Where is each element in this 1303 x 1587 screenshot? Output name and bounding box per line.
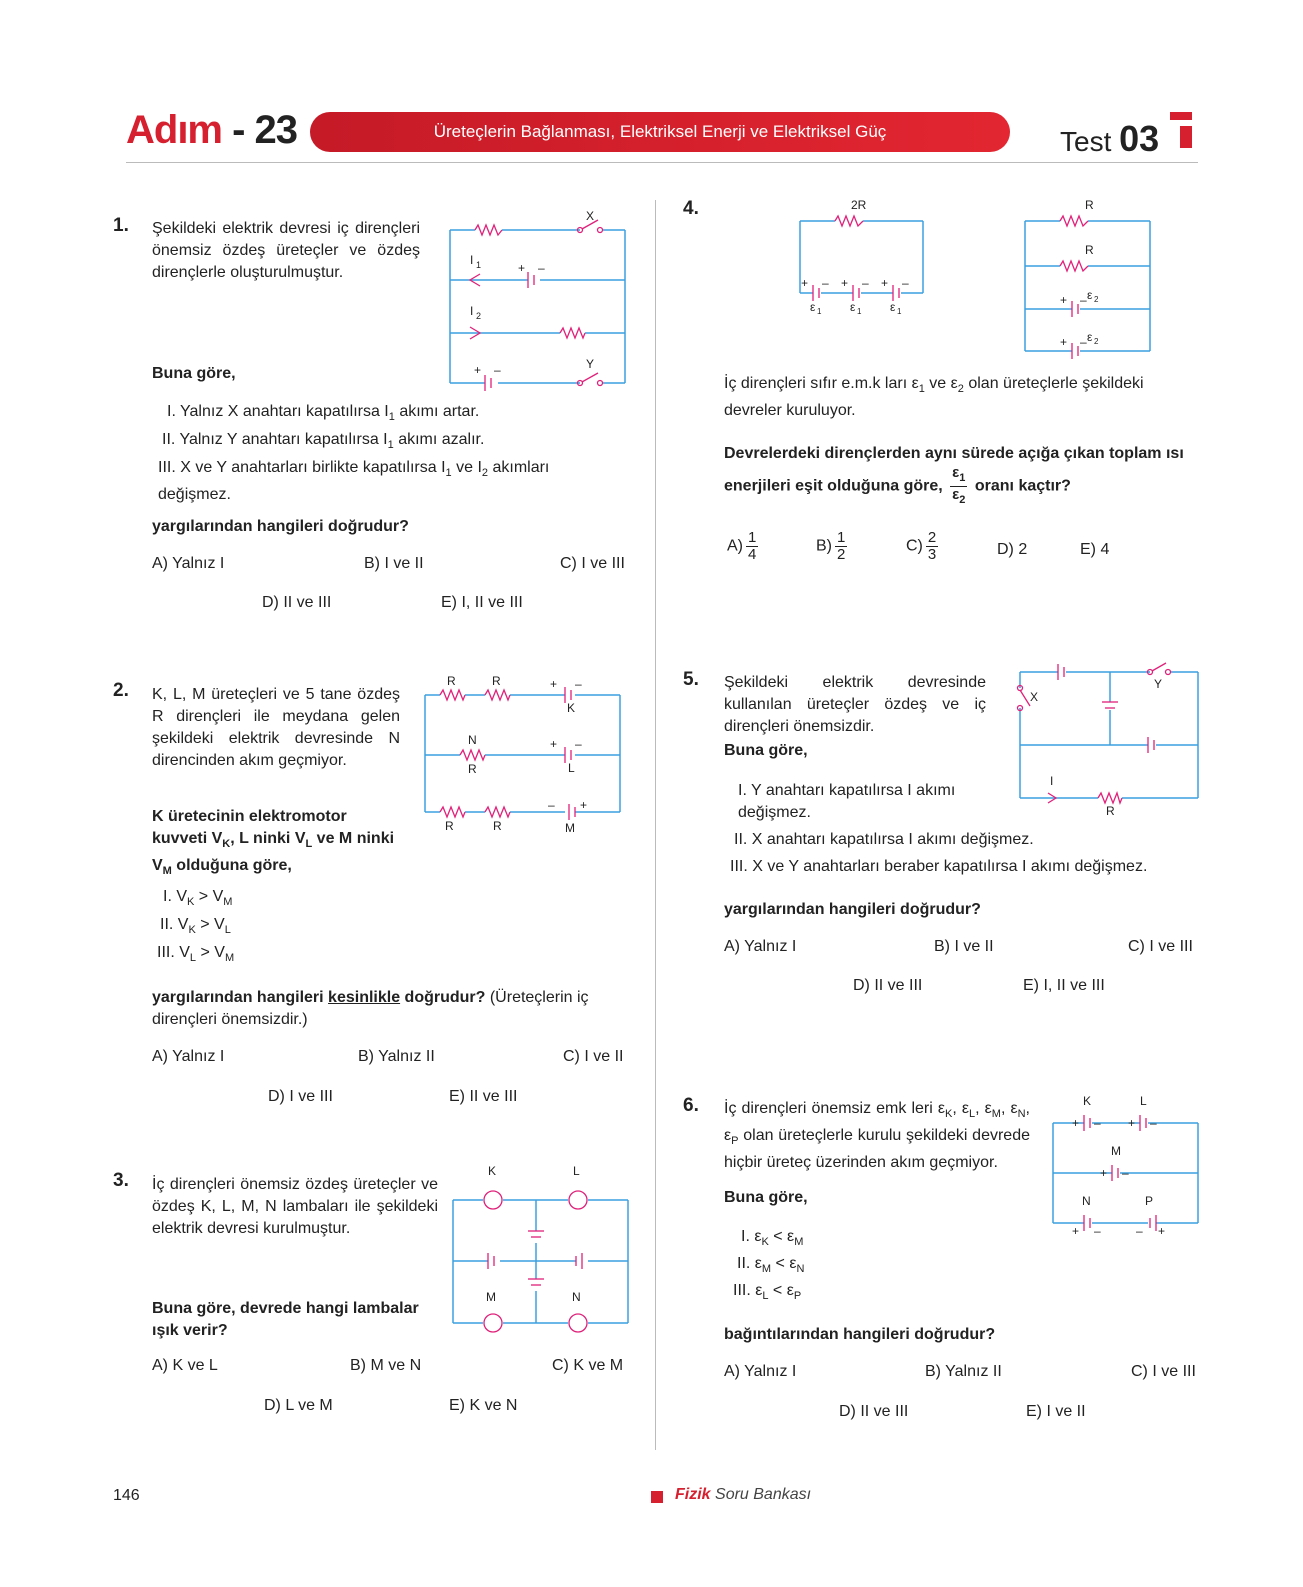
topic-title: Üreteçlerin Bağlanması, Elektriksel Enerji ve Elektriksel Güç [433, 122, 887, 141]
q4-e1-sub-2: 1 [857, 307, 862, 316]
q5-y-label: Y [1154, 677, 1163, 691]
q1-i2-label: I [470, 304, 474, 318]
q1-i2-sub: 2 [476, 311, 482, 321]
q4-2r-label: 2R [851, 198, 867, 212]
q1-stem: Şekildeki elektrik devresi iç dirençleri önemsiz özdeş üreteçler ve özdeş dirençlerle oluşturulmuştur. [152, 220, 420, 281]
q4-e1-sub-3: 1 [897, 307, 902, 316]
q4-r-plus-2: + [1060, 335, 1068, 349]
brand-mark-stem [1180, 126, 1192, 148]
column-divider [655, 200, 656, 1450]
footer-mark [651, 1491, 663, 1503]
q2-item-2: II. $V_K > V_L$ [160, 916, 231, 937]
q1-cell-plus: + [518, 261, 526, 275]
q5-item-3: III. X ve Y anahtarları beraber kapatılırsa I akımı değişmez. [730, 858, 1148, 875]
q2-ask: yargılarından hangileri kesinlikle doğrudur? (Üreteçlerin iç dirençleri önemsizdir.) [152, 989, 589, 1028]
step-logo: Adım - 23 [126, 108, 298, 152]
q6-p-label: P [1145, 1194, 1154, 1208]
q3-circuit-diagram [448, 1163, 633, 1338]
q4-ratio: $\frac{\varepsilon_1}{\varepsilon_2}$ [952, 464, 966, 506]
q5-choice-c[interactable]: C) I ve III [1128, 938, 1193, 955]
q6-n-label: N [1082, 1194, 1091, 1208]
q5-i-label: I [1050, 774, 1054, 788]
q5-lead: Buna göre, [724, 742, 808, 759]
footer-book: Soru Bankası [715, 1486, 812, 1503]
q1-item-3: III. X ve Y anahtarları birlikte kapatılırsa $I_1$ ve $I_2$ akımları değişmez. [158, 459, 550, 504]
q1-ask: yargılarından hangileri doğrudur? [152, 518, 409, 535]
q2-choice-a[interactable]: A) Yalnız I [152, 1048, 225, 1065]
q6-m-minus: – [1122, 1166, 1129, 1180]
q1-cell2-plus: + [474, 363, 482, 377]
q6-choice-b[interactable]: B) Yalnız II [925, 1363, 1002, 1380]
brand-mark [1170, 112, 1192, 120]
q4-r-label-2: R [1085, 243, 1094, 257]
q2-l-plus: + [550, 737, 558, 751]
q6-m-plus: + [1100, 1166, 1108, 1180]
q5-x-label: X [1030, 690, 1039, 704]
q2-m-minus: – [548, 798, 555, 812]
q3-choice-e[interactable]: E) K ve N [449, 1397, 518, 1414]
q6-n-minus: – [1094, 1224, 1101, 1238]
q1-choice-c[interactable]: C) I ve III [560, 555, 625, 572]
q1-switch-y-label: Y [586, 357, 595, 371]
q2-k-label: K [567, 701, 576, 715]
q1-item-1: I. Yalnız X anahtarı kapatılırsa $I_1$ akımı artar. [167, 403, 480, 424]
q2-circuit-diagram [420, 675, 635, 835]
q2-choice-e[interactable]: E) II ve III [449, 1088, 518, 1105]
q2-l-minus: – [575, 737, 582, 751]
q1-number: 1. [113, 215, 129, 236]
q2-choice-b[interactable]: B) Yalnız II [358, 1048, 435, 1065]
q6-p-plus: + [1158, 1224, 1166, 1238]
q2-lead: K üretecinin elektromotor kuvveti $V_K$, L ninki $V_L$ ve M ninki $V_M$ olduğuna göre, [152, 808, 395, 878]
q2-r-label-3: R [445, 819, 454, 833]
q6-l-label: L [1140, 1094, 1147, 1108]
q2-r-label-2: R [492, 674, 501, 688]
q1-i1-sub: 1 [476, 260, 482, 270]
q2-r-label-1: R [447, 674, 456, 688]
q2-l-label: L [568, 761, 575, 775]
q1-i1-label: I [470, 253, 474, 267]
q4-l-minus-2: – [862, 276, 869, 290]
q4-e2-sub-2: 2 [1094, 337, 1099, 346]
q4-e1-label-1: ε [810, 300, 816, 314]
q1-cell2-minus: – [494, 363, 501, 377]
q2-k-minus: – [575, 677, 582, 691]
q6-number: 6. [683, 1095, 699, 1116]
q4-r-label-1: R [1085, 198, 1094, 212]
q3-m-label: M [486, 1290, 496, 1304]
q5-circuit-diagram [1010, 660, 1205, 818]
test-word: Test [1060, 126, 1112, 157]
q5-choice-b[interactable]: B) I ve II [934, 938, 994, 955]
q6-m-label: M [1111, 1144, 1121, 1158]
q6-choice-d[interactable]: D) II ve III [839, 1403, 909, 1420]
q4-choice-b[interactable]: B) $\frac{1}{2}$ [816, 529, 846, 563]
q2-m-plus: + [580, 798, 588, 812]
q6-item-2: II. $\varepsilon_M < \varepsilon_N$ [737, 1255, 805, 1276]
q1-choice-d[interactable]: D) II ve III [262, 594, 332, 611]
q4-r-plus-1: + [1060, 293, 1068, 307]
q4-choice-d[interactable]: D) 2 [997, 541, 1028, 558]
q4-circuit-left [795, 196, 930, 316]
q6-choice-c[interactable]: C) I ve III [1131, 1363, 1196, 1380]
q1-choice-e[interactable]: E) I, II ve III [441, 594, 523, 611]
q5-item-2: II. X anahtarı kapatılırsa I akımı değişmez. [734, 831, 1034, 848]
q6-circuit-diagram [1048, 1093, 1203, 1238]
q4-number: 4. [683, 198, 699, 219]
q4-r-minus-1: – [1080, 293, 1087, 307]
q2-n-label: N [468, 733, 477, 747]
q4-choice-e[interactable]: E) 4 [1080, 541, 1110, 558]
q4-choice-a[interactable]: A) $\frac{1}{4}$ [727, 529, 757, 563]
step-number: - 23 [232, 108, 298, 152]
q2-choice-d[interactable]: D) I ve III [268, 1088, 333, 1105]
q6-choice-a[interactable]: A) Yalnız I [724, 1363, 797, 1380]
q1-lead: Buna göre, [152, 365, 236, 382]
q5-number: 5. [683, 669, 699, 690]
q5-stem: Şekildeki elektrik devresinde kullanılan üreteçler özdeş ve iç dirençleri önemsizdir. [724, 674, 986, 735]
q6-item-1: I. $\varepsilon_K < \varepsilon_M$ [741, 1228, 804, 1249]
q6-k-label: K [1083, 1094, 1092, 1108]
q1-item-2: II. Yalnız Y anahtarı kapatılırsa $I_1$ akımı azalır. [162, 431, 485, 452]
test-number: 03 [1119, 118, 1160, 159]
footer-brand: Fizik [675, 1486, 711, 1503]
q5-choice-e[interactable]: E) I, II ve III [1023, 977, 1105, 994]
q2-item-1: I. $V_K > V_M$ [163, 888, 233, 909]
q1-switch-x-label: X [586, 209, 595, 223]
q2-r-label-4: R [493, 819, 502, 833]
topic-banner [310, 112, 1010, 152]
q3-number: 3. [113, 1170, 129, 1191]
q2-k-plus: + [550, 677, 558, 691]
q1-choice-b[interactable]: B) I ve II [364, 555, 424, 572]
q1-cell-minus: – [538, 261, 545, 275]
q2-item-3: III. $V_L > V_M$ [157, 944, 235, 965]
q1-circuit-diagram [440, 208, 635, 393]
page-number: 146 [113, 1487, 140, 1504]
q2-r-label-n: R [468, 762, 477, 776]
q3-n-label: N [572, 1290, 581, 1304]
q3-stem: İç dirençleri önemsiz özdeş üreteçler ve özdeş K, L, M, N lambaları ile şekildeki elektrik devresi kurulmuştur. [152, 1176, 438, 1237]
q4-l-plus-3: + [881, 276, 889, 290]
q6-item-3: III. $\varepsilon_L < \varepsilon_P$ [733, 1282, 802, 1303]
q5-ask: yargılarından hangileri doğrudur? [724, 901, 981, 918]
footer-title [675, 1486, 811, 1504]
q6-choice-e[interactable]: E) I ve II [1026, 1403, 1086, 1420]
q4-l-plus-1: + [801, 276, 809, 290]
q6-k-plus: + [1072, 1116, 1080, 1130]
q6-ask: bağıntılarından hangileri doğrudur? [724, 1326, 996, 1343]
q3-choice-c[interactable]: C) K ve M [552, 1357, 624, 1374]
test-label [1060, 118, 1159, 160]
q4-l-minus-1: – [822, 276, 829, 290]
q6-n-plus: + [1072, 1224, 1080, 1238]
q3-choice-d[interactable]: D) L ve M [264, 1397, 333, 1414]
q4-e1-sub-1: 1 [817, 307, 822, 316]
q6-l-minus: – [1150, 1116, 1157, 1130]
q2-number: 2. [113, 680, 129, 701]
q4-e2-sub-1: 2 [1094, 295, 1099, 304]
q5-item-1: I. Y anahtarı kapatılırsa I akımı değişmez. [738, 782, 956, 821]
q4-ask: Devrelerdeki dirençlerden aynı sürede açığa çıkan toplam ısı enerjileri eşit olduğuna göre, $\frac{\varepsilon_1}{\varepsilon_2}$ oranı kaçtır? [724, 445, 1184, 506]
q4-e2-label-1: ε [1087, 288, 1093, 302]
q5-choice-a[interactable]: A) Yalnız I [724, 938, 797, 955]
q3-ask: Buna göre, devrede hangi lambalar ışık verir? [152, 1300, 419, 1339]
q4-choice-c[interactable]: C) $\frac{2}{3}$ [906, 529, 937, 563]
q6-stem: İç dirençleri önemsiz emk leri $\varepsilon_K$, $\varepsilon_L$, $\varepsilon_M$, $\varepsilon_N$, $\varepsilon_P$ olan üreteçlerle kurulu şekildeki devrede hiçbir üreteç üzerinden akım geçmiyor. [724, 1100, 1030, 1172]
q3-k-label: K [488, 1164, 497, 1178]
q4-r-minus-2: – [1080, 335, 1087, 349]
q3-l-label: L [573, 1164, 580, 1178]
q4-circuit-right [1020, 196, 1155, 356]
q3-choice-a[interactable]: A) K ve L [152, 1357, 218, 1374]
q6-l-plus: + [1128, 1116, 1136, 1130]
q6-lead: Buna göre, [724, 1189, 808, 1206]
q3-choice-b[interactable]: B) M ve N [350, 1357, 422, 1374]
q1-choice-a[interactable]: A) Yalnız I [152, 555, 225, 572]
q5-choice-d[interactable]: D) II ve III [853, 977, 923, 994]
q4-e2-label-2: ε [1087, 330, 1093, 344]
q6-k-minus: – [1094, 1116, 1101, 1130]
q4-e1-label-2: ε [850, 300, 856, 314]
header-divider [126, 162, 1198, 163]
q4-l-plus-2: + [841, 276, 849, 290]
q6-p-minus: – [1136, 1224, 1143, 1238]
q4-stem: İç dirençleri sıfır e.m.k ları $\varepsilon_1$ ve $\varepsilon_2$ olan üreteçlerle şekildeki devreler kuruluyor. [724, 375, 1144, 420]
q2-m-label: M [565, 821, 575, 835]
q2-stem: K, L, M üreteçleri ve 5 tane özdeş R dirençleri ile meydana gelen şekildeki elektrik devresinde N direncinden akım geçmiyor. [152, 686, 400, 769]
q4-l-minus-3: – [902, 276, 909, 290]
q5-r-label: R [1106, 804, 1115, 818]
q2-choice-c[interactable]: C) I ve II [563, 1048, 624, 1065]
q4-e1-label-3: ε [890, 300, 896, 314]
